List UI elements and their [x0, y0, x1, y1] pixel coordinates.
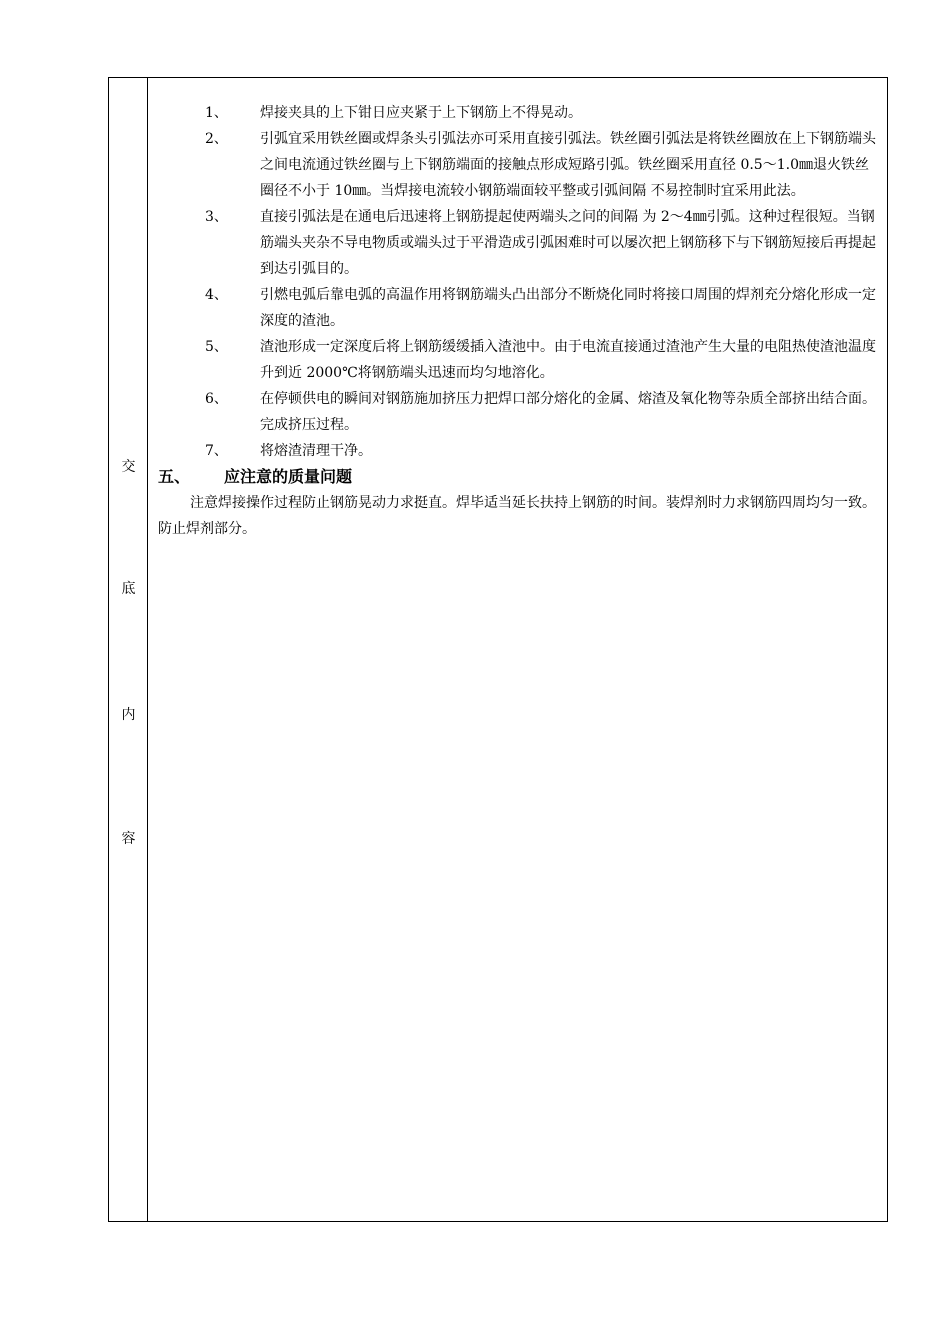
step-number: 5、	[205, 339, 228, 355]
section-paragraph: 注意焊接操作过程防止钢筋晃动力求挺直。焊毕适当延长扶持上钢筋的时间。装焊剂时力求钢筋四周均匀一致。防止焊剂部分。	[158, 495, 876, 537]
step-number: 4、	[205, 287, 228, 303]
step-number: 2、	[205, 131, 228, 147]
step-text: 在停顿供电的瞬间对钢筋施加挤压力把焊口部分熔化的金属、熔渣及氧化物等杂质全部挤出结合面。完成挤压过程。	[260, 391, 876, 433]
section-heading	[158, 464, 880, 490]
step-text: 引弧宜采用铁丝圈或焊条头引弧法亦可采用直接引弧法。铁丝圈引弧法是将铁丝圈放在上下钢筋端头之间电流通过铁丝圈与上下钢筋端面的接触点形成短路引弧。铁丝圈采用直径 0.5～1.0㎜退火铁丝圈径不小于 10㎜。当焊接电流较小钢筋端面较平整或引弧间隔 不易控制时宜采用此法。	[260, 131, 876, 199]
step-item	[158, 386, 880, 438]
step-text: 焊接夹具的上下钳日应夹紧于上下钢筋上不得晃动。	[260, 105, 582, 121]
step-text: 直接引弧法是在通电后迅速将上钢筋提起使两端头之问的间隔 为 2～4㎜引弧。这种过程很短。当钢筋端头夹杂不导电物质或端头过于平滑造成引弧困难时可以屡次把上钢筋移下与下钢筋短接后再提起到达引弧目的。	[260, 209, 876, 277]
step-text: 引燃电弧后靠电弧的高温作用将钢筋端头凸出部分不断烧化同时将接口周围的焊剂充分熔化形成一定深度的渣池。	[260, 287, 876, 329]
step-text: 渣池形成一定深度后将上钢筋缓缓插入渣池中。由于电流直接通过渣池产生大量的电阻热使渣池温度升到近 2000℃将钢筋端头迅速而均匀地溶化。	[260, 339, 876, 381]
section-number: 五、	[158, 467, 191, 486]
side-label-char: 内	[121, 707, 136, 723]
side-label-char: 交	[121, 459, 136, 475]
step-item	[158, 334, 880, 386]
step-item	[158, 100, 880, 126]
step-item	[158, 204, 880, 282]
side-label-column	[109, 78, 148, 1221]
disclosure-content	[158, 100, 880, 542]
step-item	[158, 438, 880, 464]
section-title: 应注意的质量问题	[224, 467, 353, 486]
step-number: 3、	[205, 209, 228, 225]
step-item	[158, 126, 880, 204]
step-number: 1、	[205, 105, 228, 121]
step-text: 将熔渣清理干净。	[260, 443, 372, 459]
side-label-char: 容	[121, 831, 136, 847]
step-number: 6、	[205, 391, 228, 407]
side-label-char: 底	[121, 581, 136, 597]
disclosure-table	[108, 77, 888, 1222]
step-number: 7、	[205, 443, 228, 459]
step-item	[158, 282, 880, 334]
